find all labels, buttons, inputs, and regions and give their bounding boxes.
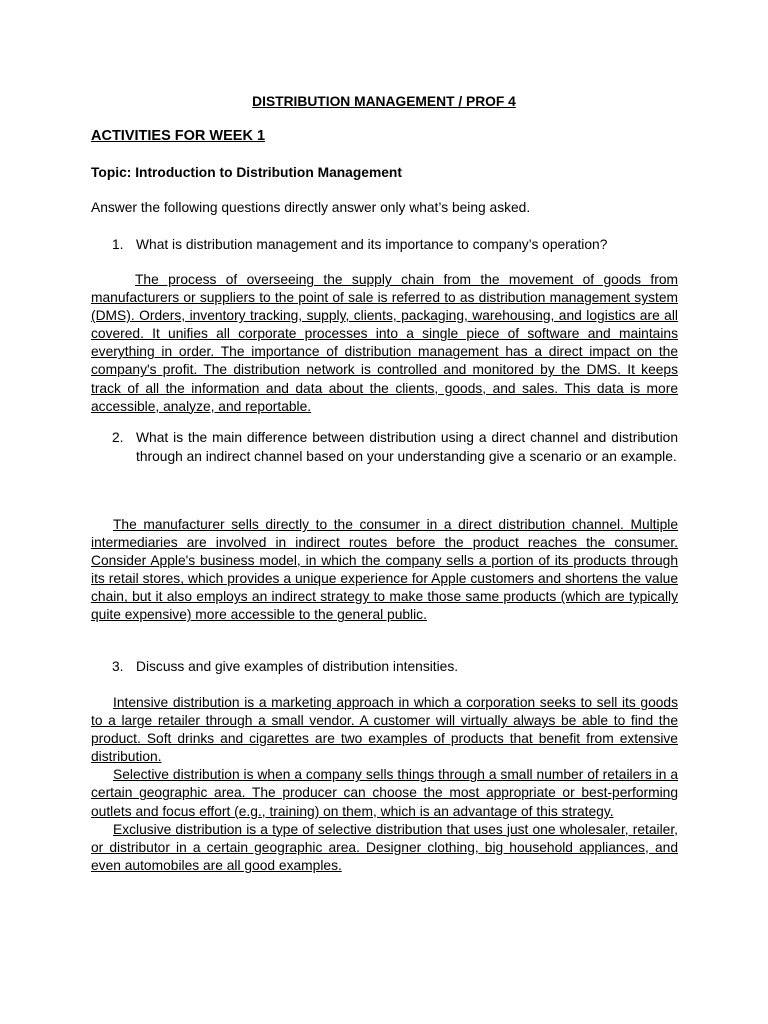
question-number: 2.: [112, 430, 124, 445]
question-text: Discuss and give examples of distribution intensities.: [136, 659, 459, 674]
answer-paragraph: The manufacturer sells directly to the consumer in a direct distribution channel. Multiple intermediaries are involved in indirect routes before the product reaches the consumer. Consider Apple's business model, in which the company sells a portion of its products through its retail stores, which provides a unique experience for Apple customers and shortens the value chain, but it also employs an indirect strategy to make those same products (which are typically quite expensive) more accessible to the general public.: [91, 517, 678, 623]
question-text: What is the main difference between distribution using a direct channel and distribution through an indirect channel based on your understanding give a scenario or an example.: [136, 430, 678, 464]
topic-heading: Topic: Introduction to Distribution Management: [91, 165, 402, 180]
week-heading: ACTIVITIES FOR WEEK 1: [91, 128, 266, 144]
answer-2: [91, 516, 678, 625]
question-number: 1.: [112, 237, 124, 252]
question-number: 3.: [112, 659, 124, 674]
answer-paragraph-exclusive: Exclusive distribution is a type of selective distribution that uses just one wholesaler, retailer, or distributor in a certain geographic area. Designer clothing, big household appliances, and even automobiles are all good examples.: [91, 821, 678, 873]
question-2: [112, 429, 678, 466]
question-text: What is distribution management and its importance to company’s operation?: [136, 237, 608, 252]
instruction-text: Answer the following questions directly answer only what’s being asked.: [91, 200, 531, 215]
document-title: DISTRIBUTION MANAGEMENT / PROF 4: [252, 94, 516, 109]
answer-paragraph: The process of overseeing the supply chain from the movement of goods from manufacturers or suppliers to the point of sale is referred to as distribution management system (DMS). Orders, inventory tracking, supply, clients, packaging, warehousing, and logistics are all covered. It unifies all corporate processes into a single piece of software and maintains everything in order. The importance of distribution management has a direct impact on the company's profit. The distribution network is controlled and monitored by the DMS. It keeps track of all the information and data about the clients, goods, and sales. This data is more accessible, analyze, and reportable.: [91, 272, 678, 414]
question-1: [112, 236, 678, 255]
answer-paragraph-selective: Selective distribution is when a company sells things through a small number of retailers in a certain geographic area. The producer can choose the most appropriate or best-performing outlets and focus effort (e.g., training) on them, which is an advantage of this strategy.: [91, 767, 678, 819]
question-3: [112, 658, 678, 677]
answer-paragraph-intensive: Intensive distribution is a marketing approach in which a corporation seeks to sell its goods to a large retailer through a small vendor. A customer will virtually always be able to find the product. Soft drinks and cigarettes are two examples of products that benefit from extensive distribution.: [91, 695, 678, 765]
answer-1: [91, 271, 678, 416]
answer-3: [91, 694, 678, 875]
